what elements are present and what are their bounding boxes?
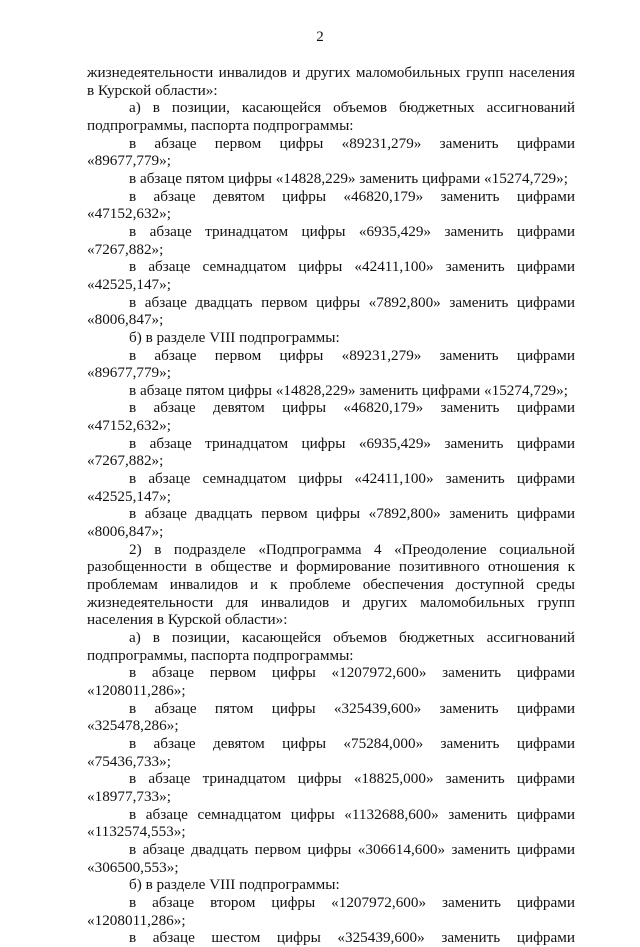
document-paragraph: в абзаце пятом цифры «325439,600» заменить цифрами «325478,286»; xyxy=(87,699,575,735)
document-paragraph: в абзаце тринадцатом цифры «6935,429» заменить цифрами «7267,882»; xyxy=(87,434,575,470)
document-paragraph: 2) в подразделе «Подпрограмма 4 «Преодоление социальной разобщенности в обществе и формирование позитивного отношения к проблемам инвалидов и к проблеме обеспечения доступной среды жизнедеятельности для инвалидов и других маломобильных групп населения в Курской области»: xyxy=(87,540,575,629)
document-paragraph: в абзаце первом цифры «89231,279» заменить цифрами «89677,779»; xyxy=(87,134,575,170)
document-paragraph: жизнедеятельности инвалидов и других маломобильных групп населения в Курской области»: xyxy=(87,64,575,99)
document-paragraph: б) в разделе VIII подпрограммы: xyxy=(129,328,340,346)
document-paragraph: в абзаце пятом цифры «14828,229» заменить цифрами «15274,729»; xyxy=(129,381,568,399)
document-body xyxy=(87,64,575,947)
document-paragraph: в абзаце пятом цифры «14828,229» заменить цифрами «15274,729»; xyxy=(129,169,568,187)
document-paragraph: в абзаце девятом цифры «46820,179» заменить цифрами «47152,632»; xyxy=(87,399,575,435)
document-paragraph: в абзаце двадцать первом цифры «7892,800» заменить цифрами «8006,847»; xyxy=(87,505,575,541)
page-number: 2 xyxy=(316,29,324,45)
document-paragraph: в абзаце первом цифры «89231,279» заменить цифрами «89677,779»; xyxy=(87,346,575,382)
document-paragraph: а) в позиции, касающейся объемов бюджетных ассигнований подпрограммы, паспорта подпрограммы: xyxy=(87,99,575,134)
document-paragraph: в абзаце семнадцатом цифры «42411,100» заменить цифрами «42525,147»; xyxy=(87,258,575,293)
document-paragraph: в абзаце тринадцатом цифры «18825,000» заменить цифрами «18977,733»; xyxy=(87,770,575,805)
document-paragraph: в абзаце двадцать первом цифры «7892,800» заменить цифрами «8006,847»; xyxy=(87,293,575,329)
document-paragraph: в абзаце первом цифры «1207972,600» заменить цифрами «1208011,286»; xyxy=(87,664,575,699)
document-paragraph: в абзаце тринадцатом цифры «6935,429» заменить цифрами «7267,882»; xyxy=(87,222,575,258)
document-paragraph: в абзаце девятом цифры «75284,000» заменить цифрами «75436,733»; xyxy=(87,734,575,770)
document-paragraph: б) в разделе VIII подпрограммы: xyxy=(129,876,340,894)
document-paragraph: в абзаце шестом цифры «325439,600» заменить цифрами xyxy=(129,929,575,947)
document-paragraph: в абзаце девятом цифры «46820,179» заменить цифрами «47152,632»; xyxy=(87,187,575,223)
document-paragraph: в абзаце семнадцатом цифры «1132688,600» заменить цифрами «1132574,553»; xyxy=(87,805,575,841)
document-paragraph: а) в позиции, касающейся объемов бюджетных ассигнований подпрограммы, паспорта подпрограммы: xyxy=(87,629,575,664)
document-paragraph: в абзаце втором цифры «1207972,600» заменить цифрами «1208011,286»; xyxy=(87,893,575,929)
document-paragraph: в абзаце двадцать первом цифры «306614,600» заменить цифрами «306500,553»; xyxy=(87,840,575,876)
document-paragraph: в абзаце семнадцатом цифры «42411,100» заменить цифрами «42525,147»; xyxy=(87,470,575,505)
